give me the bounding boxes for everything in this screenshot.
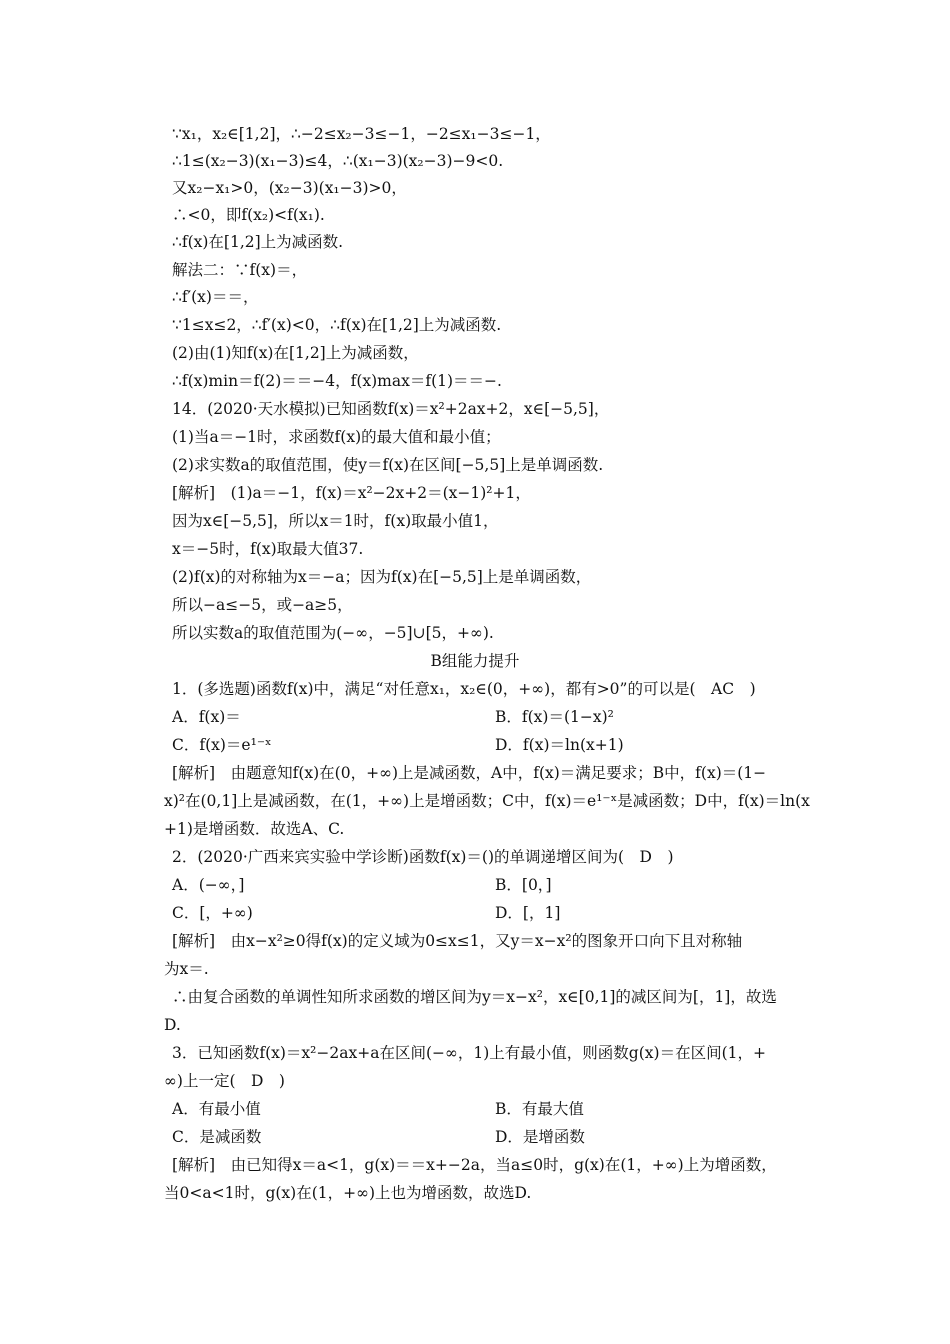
text-line: ∴f(x)min＝f(2)＝＝−4，f(x)max＝f(1)＝＝−.: [172, 372, 502, 390]
question-1-stem: 1．(多选题)函数f(x)中，满足“对任意x₁，x₂∈(0，+∞)，都有>0”的可以是( AC ): [172, 680, 756, 698]
option-c: C．f(x)＝e¹⁻ˣ: [172, 736, 272, 754]
option-c: C．[，+∞): [172, 904, 253, 922]
text-line: ∵x₁，x₂∈[1,2]，∴−2≤x₂−3≤−1，−2≤x₁−3≤−1，: [172, 125, 551, 143]
solution-line: +1)是增函数．故选A、C.: [164, 820, 345, 838]
option-a: A．f(x)＝: [172, 708, 241, 726]
solution-line: D.: [164, 1016, 181, 1034]
text-line: (2)求实数a的取值范围，使y＝f(x)在区间[−5,5]上是单调函数.: [172, 456, 604, 474]
question-3-stem-cont: ∞)上一定( D ): [164, 1072, 285, 1090]
question-2-stem: 2．(2020·广西来宾实验中学诊断)函数f(x)＝()的单调递增区间为( D ): [172, 848, 674, 866]
solution-line: [解析] 由题意知f(x)在(0，+∞)上是减函数，A中，f(x)＝满足要求；B中，f(x)＝(1−: [172, 764, 767, 782]
text-line: 又x₂−x₁>0，(x₂−3)(x₁−3)>0，: [172, 179, 407, 197]
text-line: (2)由(1)知f(x)在[1,2]上为减函数，: [172, 344, 419, 362]
section-title: B组能力提升: [430, 652, 520, 670]
option-b: B．[0，]: [495, 876, 552, 894]
text-line: ∴f′(x)＝＝，: [172, 288, 259, 306]
text-line: (1)当a＝−1时，求函数f(x)的最大值和最小值；: [172, 428, 501, 446]
solution-line: [解析] 由x−x²≥0得f(x)的定义域为0≤x≤1，又y＝x−x²的图象开口向下且对称轴: [172, 932, 743, 950]
text-line: ∴<0，即f(x₂)<f(x₁).: [172, 206, 325, 224]
option-d: D．[，1]: [495, 904, 561, 922]
text-line: 所以−a≤−5，或−a≥5，: [172, 596, 353, 614]
text-line: x＝−5时，f(x)取最大值37.: [172, 540, 364, 558]
option-c: C．是减函数: [172, 1128, 262, 1146]
option-d: D．f(x)＝ln(x+1): [495, 736, 624, 754]
option-a: A．有最小值: [172, 1100, 261, 1118]
option-b: B．f(x)＝(1−x)²: [495, 708, 614, 726]
solution-line: x)²在(0,1]上是减函数，在(1，+∞)上是增函数；C中，f(x)＝e¹⁻ˣ是减函数；D中，f(x)＝ln(x: [164, 792, 810, 810]
text-line: 因为x∈[−5,5]，所以x＝1时，f(x)取最小值1，: [172, 512, 499, 530]
question-14-stem: 14．(2020·天水模拟)已知函数f(x)＝x²+2ax+2，x∈[−5,5]，: [172, 400, 610, 418]
solution-line: [解析] 由已知得x＝a<1，g(x)＝＝x+−2a，当a≤0时，g(x)在(1，+∞)上为增函数，: [172, 1156, 777, 1174]
text-line: 所以实数a的取值范围为(−∞，−5]∪[5，+∞).: [172, 624, 494, 642]
option-b: B．有最大值: [495, 1100, 584, 1118]
question-3-stem: 3．已知函数f(x)＝x²−2ax+a在区间(−∞，1)上有最小值，则函数g(x)＝在区间(1，+: [172, 1044, 766, 1062]
option-a: A．(−∞，]: [172, 876, 245, 894]
text-line: (2)f(x)的对称轴为x＝−a；因为f(x)在[−5,5]上是单调函数，: [172, 568, 592, 586]
option-d: D．是增函数: [495, 1128, 585, 1146]
solution-line: ∴由复合函数的单调性知所求函数的增区间为y＝x−x²，x∈[0,1]的减区间为[，1]，故选: [172, 988, 777, 1006]
text-line: ∴f(x)在[1,2]上为减函数.: [172, 233, 344, 251]
solution-line: 为x＝.: [164, 960, 209, 978]
solution-line: 当0<a<1时，g(x)在(1，+∞)上也为增函数，故选D.: [164, 1184, 532, 1202]
text-line: 解法二：∵f(x)＝，: [172, 261, 308, 279]
text-line: ∵1≤x≤2，∴f′(x)<0，∴f(x)在[1,2]上为减函数.: [172, 316, 502, 334]
solution-line: [解析] (1)a＝−1，f(x)＝x²−2x+2＝(x−1)²+1，: [172, 484, 531, 502]
text-line: ∴1≤(x₂−3)(x₁−3)≤4，∴(x₁−3)(x₂−3)−9<0.: [172, 152, 504, 170]
